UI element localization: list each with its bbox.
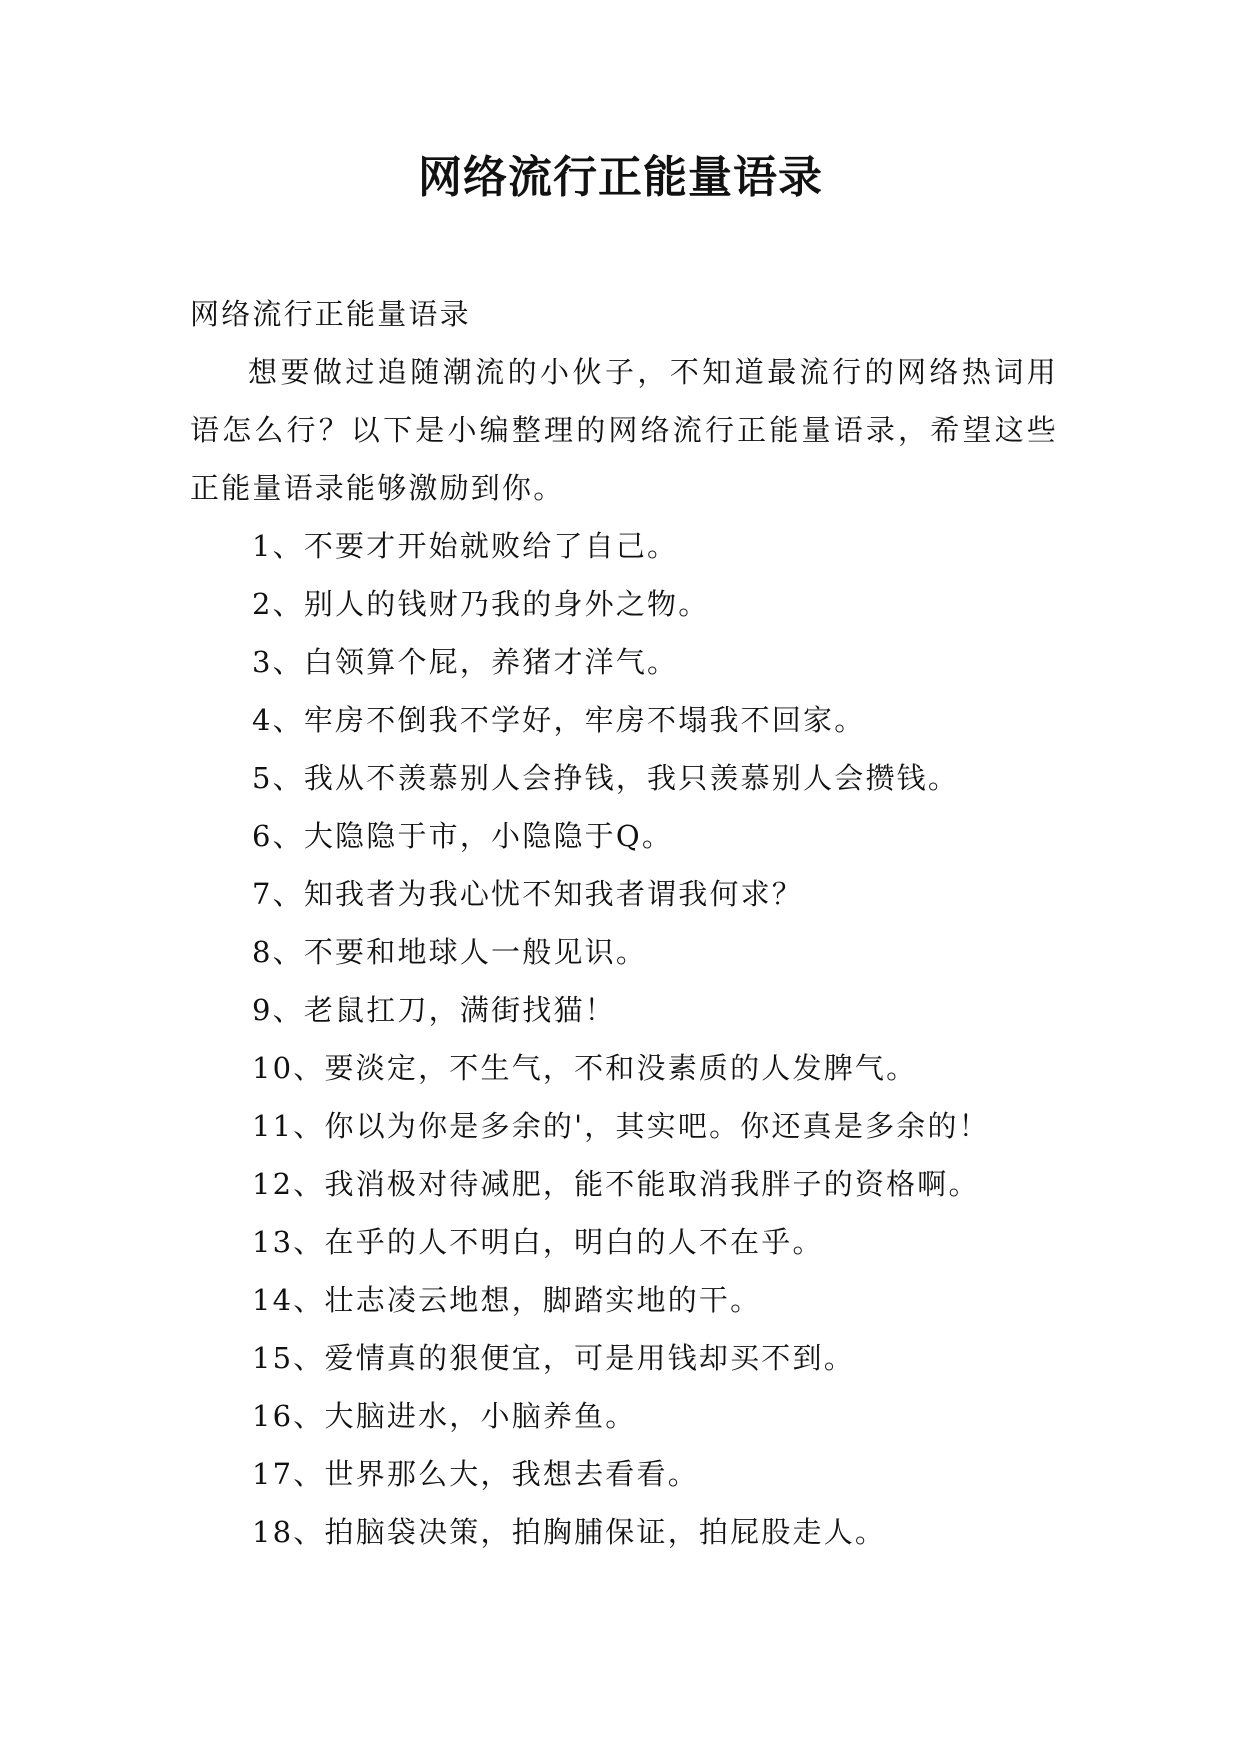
quote-item: 12、我消极对待减肥，能不能取消我胖子的资格啊。 [252, 1167, 980, 1201]
quote-item: 17、世界那么大，我想去看看。 [252, 1457, 699, 1491]
quote-item: 8、不要和地球人一般见识。 [252, 935, 648, 969]
quote-item: 4、牢房不倒我不学好，牢房不塌我不回家。 [252, 703, 866, 737]
document-subtitle: 网络流行正能量语录 [190, 297, 471, 331]
quote-list [190, 517, 1058, 1561]
quote-item: 13、在乎的人不明白，明白的人不在乎。 [252, 1225, 824, 1259]
quote-item: 6、大隐隐于市，小隐隐于Q。 [252, 819, 674, 853]
intro-paragraph: 想要做过追随潮流的小伙子，不知道最流行的网络热词用语怎么行？以下是小编整理的网络流行正能量语录，希望这些正能量语录能够激励到你。 [190, 355, 1058, 505]
quote-item: 7、知我者为我心忧不知我者谓我何求？ [252, 877, 804, 911]
quote-item: 15、爱情真的狠便宜，可是用钱却买不到。 [252, 1341, 855, 1375]
quote-item: 5、我从不羡慕别人会挣钱，我只羡慕别人会攒钱。 [252, 761, 960, 795]
document-body [190, 285, 1058, 1561]
quote-item: 14、壮志凌云地想，脚踏实地的干。 [252, 1283, 762, 1317]
quote-item: 1、不要才开始就败给了自己。 [252, 529, 679, 563]
quote-item: 11、你以为你是多余的'，其实吧。你还真是多余的！ [252, 1109, 990, 1143]
quote-item: 16、大脑进水，小脑养鱼。 [252, 1399, 637, 1433]
quote-item: 9、老鼠扛刀，满街找猫！ [252, 993, 616, 1027]
quote-item: 2、别人的钱财乃我的身外之物。 [252, 587, 710, 621]
quote-item: 3、白领算个屁，养猪才洋气。 [252, 645, 679, 679]
document-title: 网络流行正能量语录 [418, 152, 823, 203]
quote-item: 18、拍脑袋决策，拍胸脯保证，拍屁股走人。 [252, 1515, 887, 1549]
quote-item: 10、要淡定，不生气，不和没素质的人发脾气。 [252, 1051, 918, 1085]
